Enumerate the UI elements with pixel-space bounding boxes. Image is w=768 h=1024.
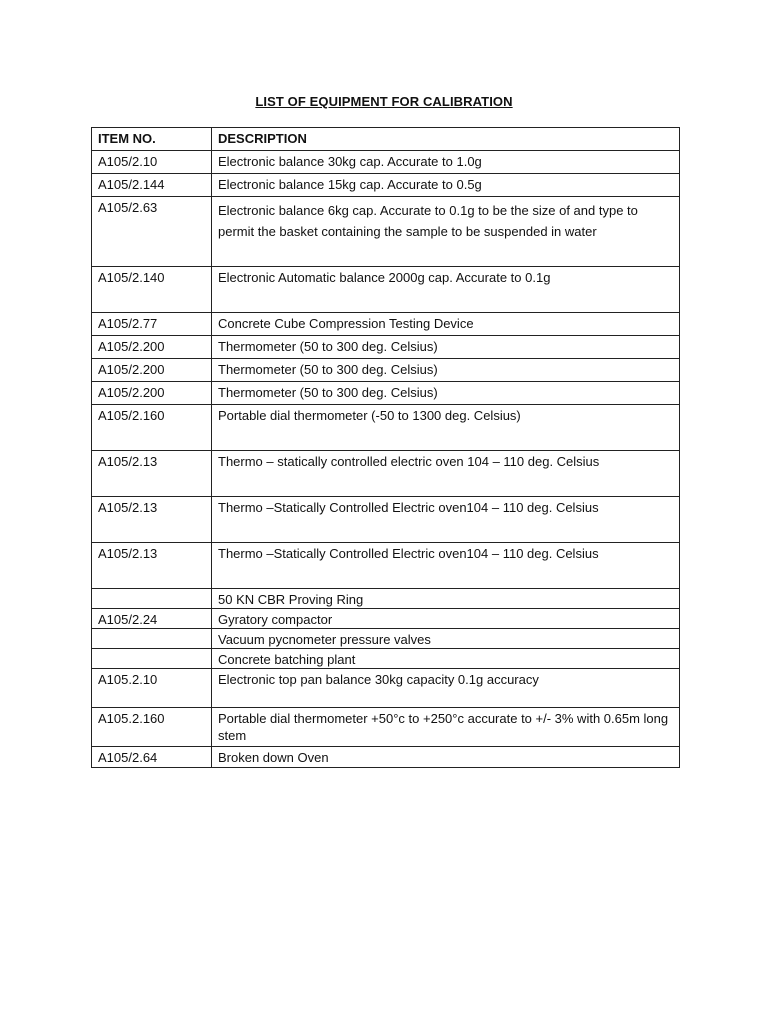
table-row: [92, 497, 680, 543]
equipment-table: [91, 127, 680, 768]
document-title: LIST OF EQUIPMENT FOR CALIBRATION: [255, 94, 513, 109]
item-no-cell: A105/2.77: [92, 313, 212, 336]
description-cell: Vacuum pycnometer pressure valves: [212, 629, 680, 649]
header-row: [92, 128, 680, 151]
item-no-cell: A105/2.140: [92, 267, 212, 313]
table-row: [92, 359, 680, 382]
description-cell: Electronic Automatic balance 2000g cap. Accurate to 0.1g: [212, 267, 680, 313]
table-row: [92, 151, 680, 174]
table-row: [92, 629, 680, 649]
item-no-header: ITEM NO.: [92, 128, 212, 151]
table-row: [92, 543, 680, 589]
item-no-cell: A105/2.10: [92, 151, 212, 174]
description-cell: Portable dial thermometer +50°c to +250°c accurate to +/- 3% with 0.65m long stem: [212, 708, 680, 747]
item-no-cell: A105/2.144: [92, 174, 212, 197]
table-body: [92, 151, 680, 768]
description-cell: Broken down Oven: [212, 747, 680, 768]
item-no-cell: A105/2.160: [92, 405, 212, 451]
table-row: [92, 451, 680, 497]
item-no-cell: A105/2.200: [92, 359, 212, 382]
item-no-cell: A105/2.13: [92, 451, 212, 497]
description-cell: Electronic balance 15kg cap. Accurate to 0.5g: [212, 174, 680, 197]
description-cell: Electronic top pan balance 30kg capacity 0.1g accuracy: [212, 669, 680, 708]
table-row: [92, 649, 680, 669]
description-cell: Thermometer (50 to 300 deg. Celsius): [212, 359, 680, 382]
table-row: [92, 336, 680, 359]
description-cell: Thermometer (50 to 300 deg. Celsius): [212, 336, 680, 359]
item-no-cell: A105/2.24: [92, 609, 212, 629]
description-cell: 50 KN CBR Proving Ring: [212, 589, 680, 609]
table-header: [92, 128, 680, 151]
table-row: [92, 747, 680, 768]
table-row: [92, 313, 680, 336]
item-no-cell: A105.2.10: [92, 669, 212, 708]
description-cell: Portable dial thermometer (-50 to 1300 deg. Celsius): [212, 405, 680, 451]
table-row: [92, 382, 680, 405]
item-no-cell: A105/2.64: [92, 747, 212, 768]
description-cell: Thermometer (50 to 300 deg. Celsius): [212, 382, 680, 405]
item-no-cell: [92, 649, 212, 669]
table-row: [92, 267, 680, 313]
table-row: [92, 609, 680, 629]
table-row: [92, 669, 680, 708]
item-no-cell: [92, 589, 212, 609]
description-cell: Electronic balance 6kg cap. Accurate to 0.1g to be the size of and type to permit the basket containing the sample to be suspended in water: [212, 197, 680, 267]
description-cell: Thermo – statically controlled electric oven 104 – 110 deg. Celsius: [212, 451, 680, 497]
description-cell: Thermo –Statically Controlled Electric oven104 – 110 deg. Celsius: [212, 497, 680, 543]
description-header: DESCRIPTION: [212, 128, 680, 151]
table-row: [92, 174, 680, 197]
item-no-cell: [92, 629, 212, 649]
item-no-cell: A105/2.200: [92, 336, 212, 359]
item-no-cell: A105.2.160: [92, 708, 212, 747]
description-cell: Concrete Cube Compression Testing Device: [212, 313, 680, 336]
item-no-cell: A105/2.63: [92, 197, 212, 267]
table-row: [92, 589, 680, 609]
description-cell: Gyratory compactor: [212, 609, 680, 629]
table-row: [92, 197, 680, 267]
table-row: [92, 405, 680, 451]
item-no-cell: A105/2.13: [92, 543, 212, 589]
description-cell: Electronic balance 30kg cap. Accurate to 1.0g: [212, 151, 680, 174]
description-cell: Concrete batching plant: [212, 649, 680, 669]
table-row: [92, 708, 680, 747]
item-no-cell: A105/2.200: [92, 382, 212, 405]
description-cell: Thermo –Statically Controlled Electric oven104 – 110 deg. Celsius: [212, 543, 680, 589]
item-no-cell: A105/2.13: [92, 497, 212, 543]
